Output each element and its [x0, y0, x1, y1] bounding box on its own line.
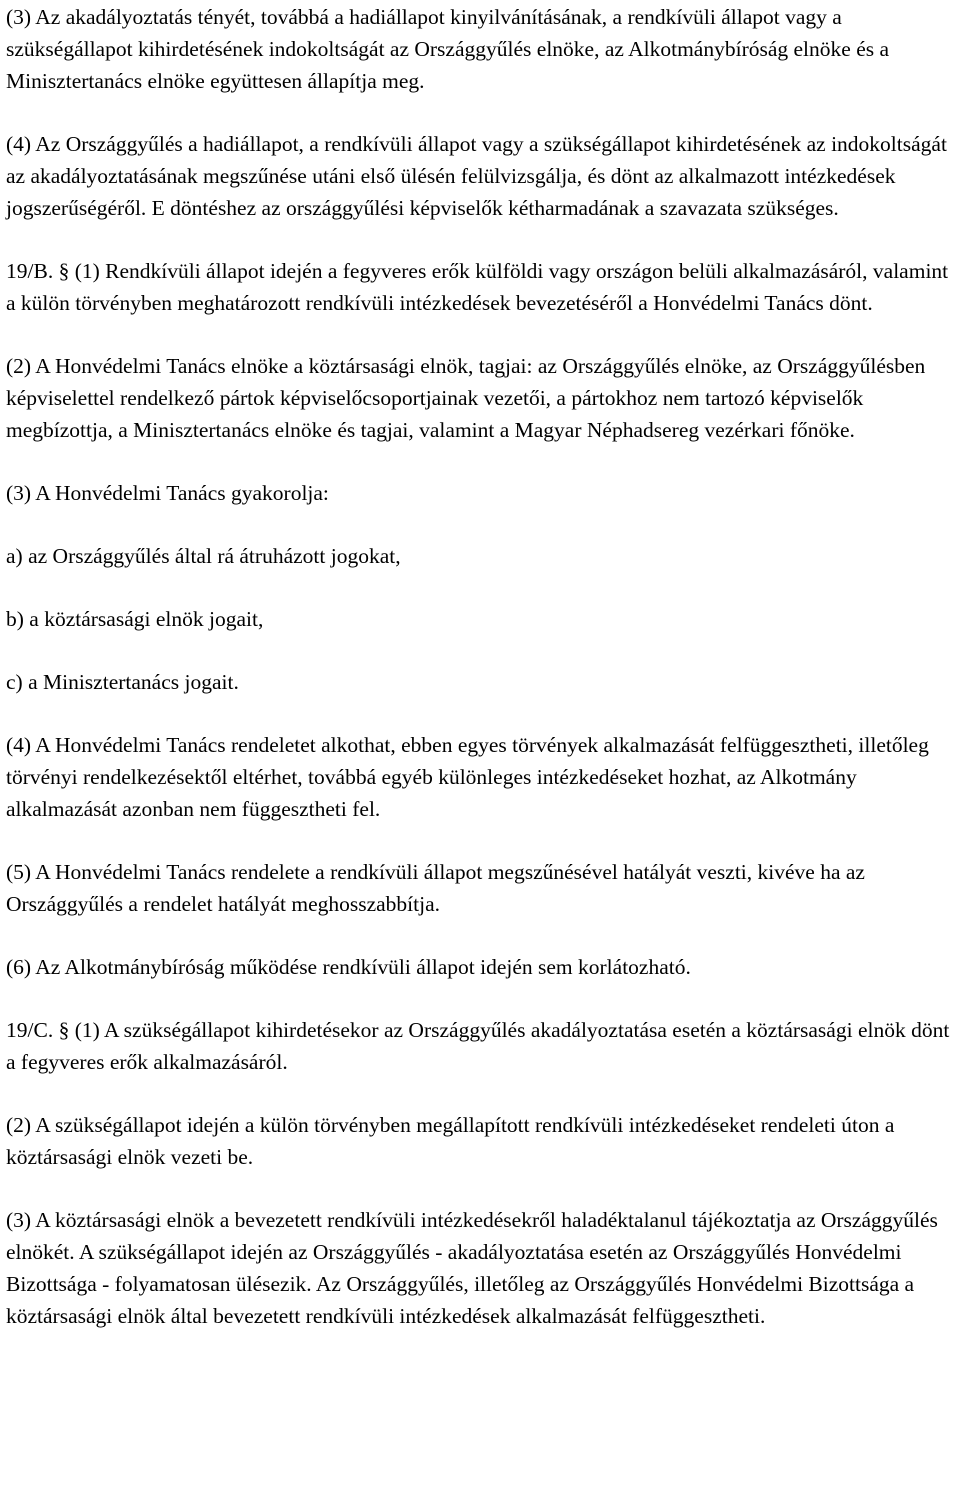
list-item-a: a) az Országgyűlés által rá átruházott jogokat,: [6, 544, 401, 568]
paragraph-19b-6: (6) Az Alkotmánybíróság működése rendkívüli állapot idején sem korlátozható.: [6, 955, 691, 979]
list-item-c: c) a Minisztertanács jogait.: [6, 670, 239, 694]
paragraph-19c-2: (2) A szükségállapot idején a külön törvényben megállapított rendkívüli intézkedéseket rendeleti úton a köztársasági elnök vezeti be.: [6, 1113, 895, 1169]
paragraph-19b-1: 19/B. § (1) Rendkívüli állapot idején a fegyveres erők külföldi vagy országon belüli alkalmazásáról, valamint a külön törvényben meghatározott rendkívüli intézkedések bevezetéséről a Honvédelmi Tanács dönt.: [6, 259, 949, 315]
paragraph-19a-4: (4) Az Országgyűlés a hadiállapot, a rendkívüli állapot vagy a szükségállapot kihirdetésének az indokoltságát az akadályoztatásának megszűnése utáni első ülésén felülvizsgálja, és dönt az alkalmazott intézkedések jogszerűségéről. E döntéshez az országgyűlési képviselők kétharmadának a szavazata szükséges.: [6, 132, 947, 220]
paragraph-19b-2: (2) A Honvédelmi Tanács elnöke a köztársasági elnök, tagjai: az Országgyűlés elnöke, az Országgyűlésben képviselettel rendelkező pártok képviselőcsoportjainak vezetői, a pártokhoz nem tartozó képviselők megbízottja, a Minisztertanács elnöke és tagjai, valamint a Magyar Néphadsereg vezérkari főnöke.: [6, 354, 926, 442]
list-item-b: b) a köztársasági elnök jogait,: [6, 607, 264, 631]
paragraph-19b-4: (4) A Honvédelmi Tanács rendeletet alkothat, ebben egyes törvények alkalmazását felfüggesztheti, illetőleg törvényi rendelkezésektől eltérhet, továbbá egyéb különleges intézkedéseket hozhat, az Alkotmány alkalmazását azonban nem függesztheti fel.: [6, 733, 929, 821]
paragraph-19c-1: 19/C. § (1) A szükségállapot kihirdetésekor az Országgyűlés akadályoztatása esetén a köztársasági elnök dönt a fegyveres erők alkalmazásáról.: [6, 1018, 950, 1074]
document-page: [6, 0, 956, 1332]
paragraph-19c-3: (3) A köztársasági elnök a bevezetett rendkívüli intézkedésekről haladéktalanul tájékoztatja az Országgyűlés elnökét. A szükségállapot idején az Országgyűlés - akadályoztatása esetén az Országgyűlés Honvédelmi Bizottsága - folyamatosan ülésezik. Az Országgyűlés, illetőleg az Országgyűlés Honvédelmi Bizottsága a köztársasági elnök által bevezetett rendkívüli intézkedések alkalmazását felfüggesztheti.: [6, 1208, 938, 1328]
paragraph-19a-3: (3) Az akadályoztatás tényét, továbbá a hadiállapot kinyilvánításának, a rendkívüli állapot vagy a szükségállapot kihirdetésének indokoltságát az Országgyűlés elnöke, az Alkotmánybíróság elnöke és a Minisztertanács elnöke együttesen állapítja meg.: [6, 5, 890, 93]
paragraph-19b-3: (3) A Honvédelmi Tanács gyakorolja:: [6, 481, 329, 505]
paragraph-19b-5: (5) A Honvédelmi Tanács rendelete a rendkívüli állapot megszűnésével hatályát veszti, kivéve ha az Országgyűlés a rendelet hatályát meghosszabbítja.: [6, 860, 865, 916]
